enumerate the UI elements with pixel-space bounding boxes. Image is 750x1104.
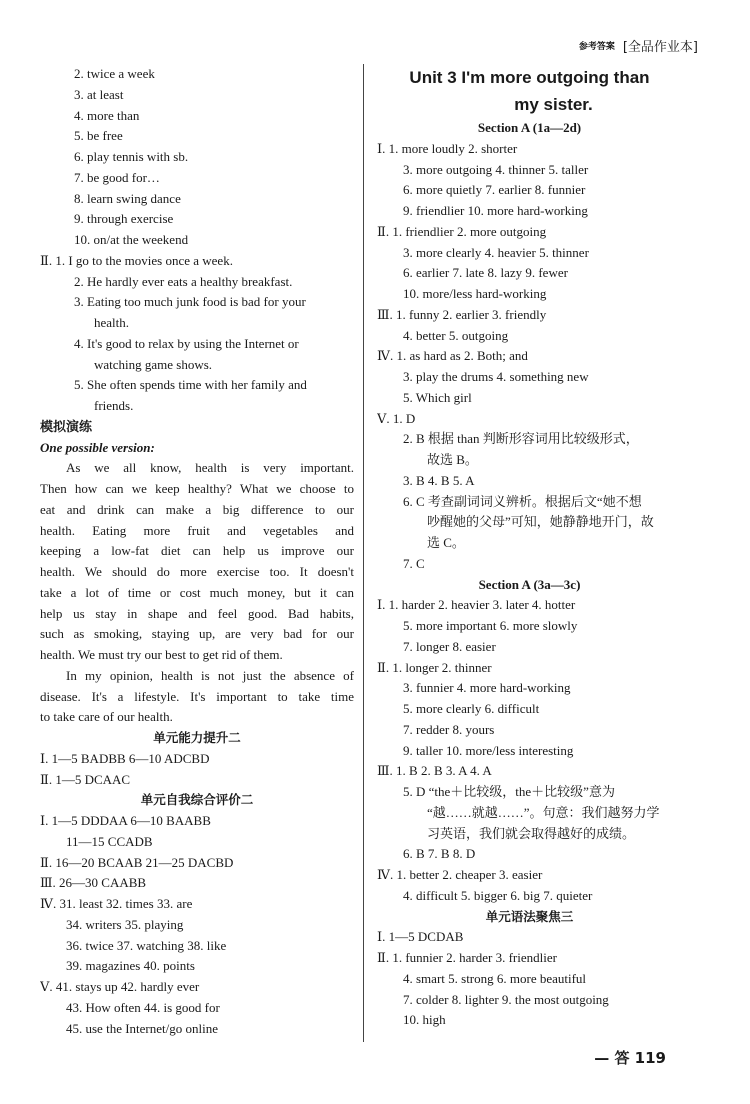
answer-line: 9. through exercise: [74, 211, 174, 227]
answer-line: help us stay in shape and feel good. Bad habits,: [40, 605, 354, 621]
answer-line: Ⅳ. 1. as hard as 2. Both; and: [377, 348, 528, 364]
answer-line: Ⅱ. 16—20 BCAAB 21—25 DACBD: [40, 854, 234, 870]
answer-line: As we all know, health is very important.: [66, 460, 354, 476]
answer-line: 9. taller 10. more/less interesting: [403, 742, 574, 758]
answer-line: 5. more clearly 6. difficult: [403, 701, 540, 716]
answer-line: Ⅳ. 1. better 2. cheaper 3. easier: [377, 867, 543, 882]
answer-line: eat and drink can make a big difference to our: [40, 501, 354, 517]
answer-line: take a lot of time or cost much money, but it can: [40, 584, 354, 600]
answer-line: 4. more than: [74, 107, 140, 123]
answer-line: 4. difficult 5. bigger 6. big 7. quieter: [403, 887, 593, 903]
answer-line: 5. more important 6. more slowly: [403, 618, 578, 633]
answer-line: 6. play tennis with sb.: [74, 149, 189, 164]
answer-line: health. We must try our best to get rid of them.: [40, 647, 283, 662]
answer-line: Then how can we keep healthy? What we choose to: [40, 481, 354, 496]
answer-line: Ⅱ. 1. I go to the movies once a week.: [40, 252, 233, 268]
answer-line: 11—15 CCADB: [66, 833, 153, 849]
answer-line: 10. high: [403, 1012, 446, 1028]
answer-line: 模拟演练: [40, 418, 93, 434]
answer-line: 3. play the drums 4. something new: [403, 369, 589, 384]
right-column-lines: [377, 118, 682, 1031]
answer-line: 6. earlier 7. late 8. lazy 9. fewer: [403, 265, 568, 281]
answer-line: Ⅱ. 1—5 DCAAC: [40, 771, 131, 787]
answer-line: 5. Which girl: [403, 389, 472, 405]
answer-line: 9. friendlier 10. more hard-working: [403, 203, 588, 218]
answer-line: Ⅱ. 1. friendlier 2. more outgoing: [377, 223, 547, 239]
answer-line: such as smoking, staying up, are very bad for our: [40, 626, 354, 642]
answer-line: 3. Eating too much junk food is bad for your: [74, 294, 306, 310]
answer-line: 5. She often spends time with her family and: [74, 377, 307, 393]
unit-title-line-1: Unit 3 I'm more outgoing than: [409, 68, 650, 87]
answer-line: 吵醒她的父母”可知，她静静地开门，故: [427, 514, 654, 530]
answer-line: 选 C。: [427, 535, 465, 550]
answer-line: watching game shows.: [94, 356, 213, 372]
answer-line: 3. more clearly 4. heavier 5. thinner: [403, 244, 589, 260]
answer-line: Section A (1a—2d): [477, 120, 582, 135]
answer-line: Ⅰ. 1—5 DDDAA 6—10 BAABB: [40, 813, 211, 828]
answer-line: Section A (3a—3c): [478, 576, 581, 592]
answer-line: 39. magazines 40. points: [66, 958, 195, 974]
answer-line: 6. more quietly 7. earlier 8. funnier: [403, 182, 586, 198]
answer-line: health. We should do more exercise too. It doesn't: [40, 564, 354, 579]
header-book-title: [全品作业本]: [622, 40, 698, 55]
answer-line: 单元语法聚焦三: [485, 908, 574, 924]
answer-line: disease. It's a lifestyle. It's important to take time: [40, 688, 354, 704]
answer-line: friends.: [94, 398, 134, 413]
answer-line: Ⅱ. 1. funnier 2. harder 3. friendlier: [377, 950, 557, 965]
answer-line: 7. be good for…: [74, 169, 160, 185]
answer-line: Ⅰ. 1. harder 2. heavier 3. later 4. hotter: [377, 597, 576, 613]
answer-line: Ⅰ. 1—5 BADBB 6—10 ADCBD: [40, 750, 210, 766]
answer-line: 3. at least: [74, 86, 124, 102]
answer-line: Ⅱ. 1. longer 2. thinner: [377, 659, 492, 675]
answer-line: 7. colder 8. lighter 9. the most outgoing: [403, 991, 609, 1007]
answer-line: 2. He hardly ever eats a healthy breakfast.: [74, 273, 293, 289]
answer-line: Ⅴ. 41. stays up 42. hardly ever: [40, 979, 200, 994]
page-number: — 答 119: [594, 1049, 666, 1067]
answer-line: Ⅰ. 1—5 DCDAB: [377, 929, 464, 945]
answer-line: 7. C: [403, 555, 425, 571]
answer-line: 10. more/less hard-working: [403, 286, 547, 301]
header-answer-label: 参考答案: [578, 42, 615, 52]
left-column: [40, 64, 354, 1039]
header-book-name: 全品作业本: [627, 40, 693, 55]
answer-line: health.: [94, 315, 130, 330]
answer-line: 4. It's good to relax by using the Internet or: [74, 335, 299, 351]
answer-line: 习英语，我们就会取得越好的成绩。: [427, 825, 636, 841]
answer-line: In my opinion, health is not just the absence of: [66, 667, 354, 683]
answer-line: 34. writers 35. playing: [66, 916, 184, 932]
answer-line: 3. more outgoing 4. thinner 5. taller: [403, 161, 589, 177]
answer-line: “越……就越……”。句意：我们越努力学: [427, 804, 660, 820]
unit-title-line-2: my sister.: [514, 95, 593, 114]
answer-line: health. Eating more fruit and vegetables and: [40, 522, 354, 538]
answer-line: One possible version:: [40, 439, 155, 455]
answer-line: 3. B 4. B 5. A: [403, 472, 475, 488]
answer-line: Ⅲ. 1. B 2. B 3. A 4. A: [377, 763, 492, 779]
answer-line: 5. D “the＋比较级，the＋比较级”意为: [403, 784, 615, 799]
answer-line: 4. smart 5. strong 6. more beautiful: [403, 970, 587, 986]
answer-line: 45. use the Internet/go online: [66, 1020, 218, 1036]
answer-line: Ⅰ. 1. more loudly 2. shorter: [377, 140, 518, 156]
answer-line: keeping a low-fat diet can help us improve our: [40, 543, 354, 559]
answer-line: Ⅲ. 26—30 CAABB: [40, 875, 147, 891]
right-column: [377, 64, 682, 1031]
answer-line: 7. redder 8. yours: [403, 721, 495, 737]
answer-line: 36. twice 37. watching 38. like: [66, 937, 227, 953]
answer-line: 10. on/at the weekend: [74, 232, 189, 247]
answer-line: 单元自我综合评价二: [140, 792, 254, 808]
answer-line: to take care of our health.: [40, 709, 173, 725]
answer-line: 3. funnier 4. more hard-working: [403, 680, 571, 696]
answer-line: Ⅴ. 1. D: [377, 410, 416, 426]
answer-line: 7. longer 8. easier: [403, 638, 496, 654]
answer-line: 2. B 根据 than 判断形容词用比较级形式，: [403, 431, 639, 447]
answer-line: 2. twice a week: [74, 66, 155, 81]
page-header: [579, 36, 698, 55]
answer-line: 6. B 7. B 8. D: [403, 846, 476, 862]
answer-line: 8. learn swing dance: [74, 190, 181, 206]
answer-line: 43. How often 44. is good for: [66, 999, 220, 1015]
column-divider: [363, 64, 364, 1042]
answer-line: Ⅳ. 31. least 32. times 33. are: [40, 896, 193, 911]
answer-line: 6. C 考查副词词义辨析。根据后文“她不想: [403, 493, 642, 509]
answer-line: 4. better 5. outgoing: [403, 327, 509, 343]
answer-line: 单元能力提升二: [153, 730, 241, 745]
answer-line: 5. be free: [74, 128, 123, 144]
answer-line: Ⅲ. 1. funny 2. earlier 3. friendly: [377, 306, 547, 322]
answer-line: 故选 B。: [427, 452, 478, 467]
